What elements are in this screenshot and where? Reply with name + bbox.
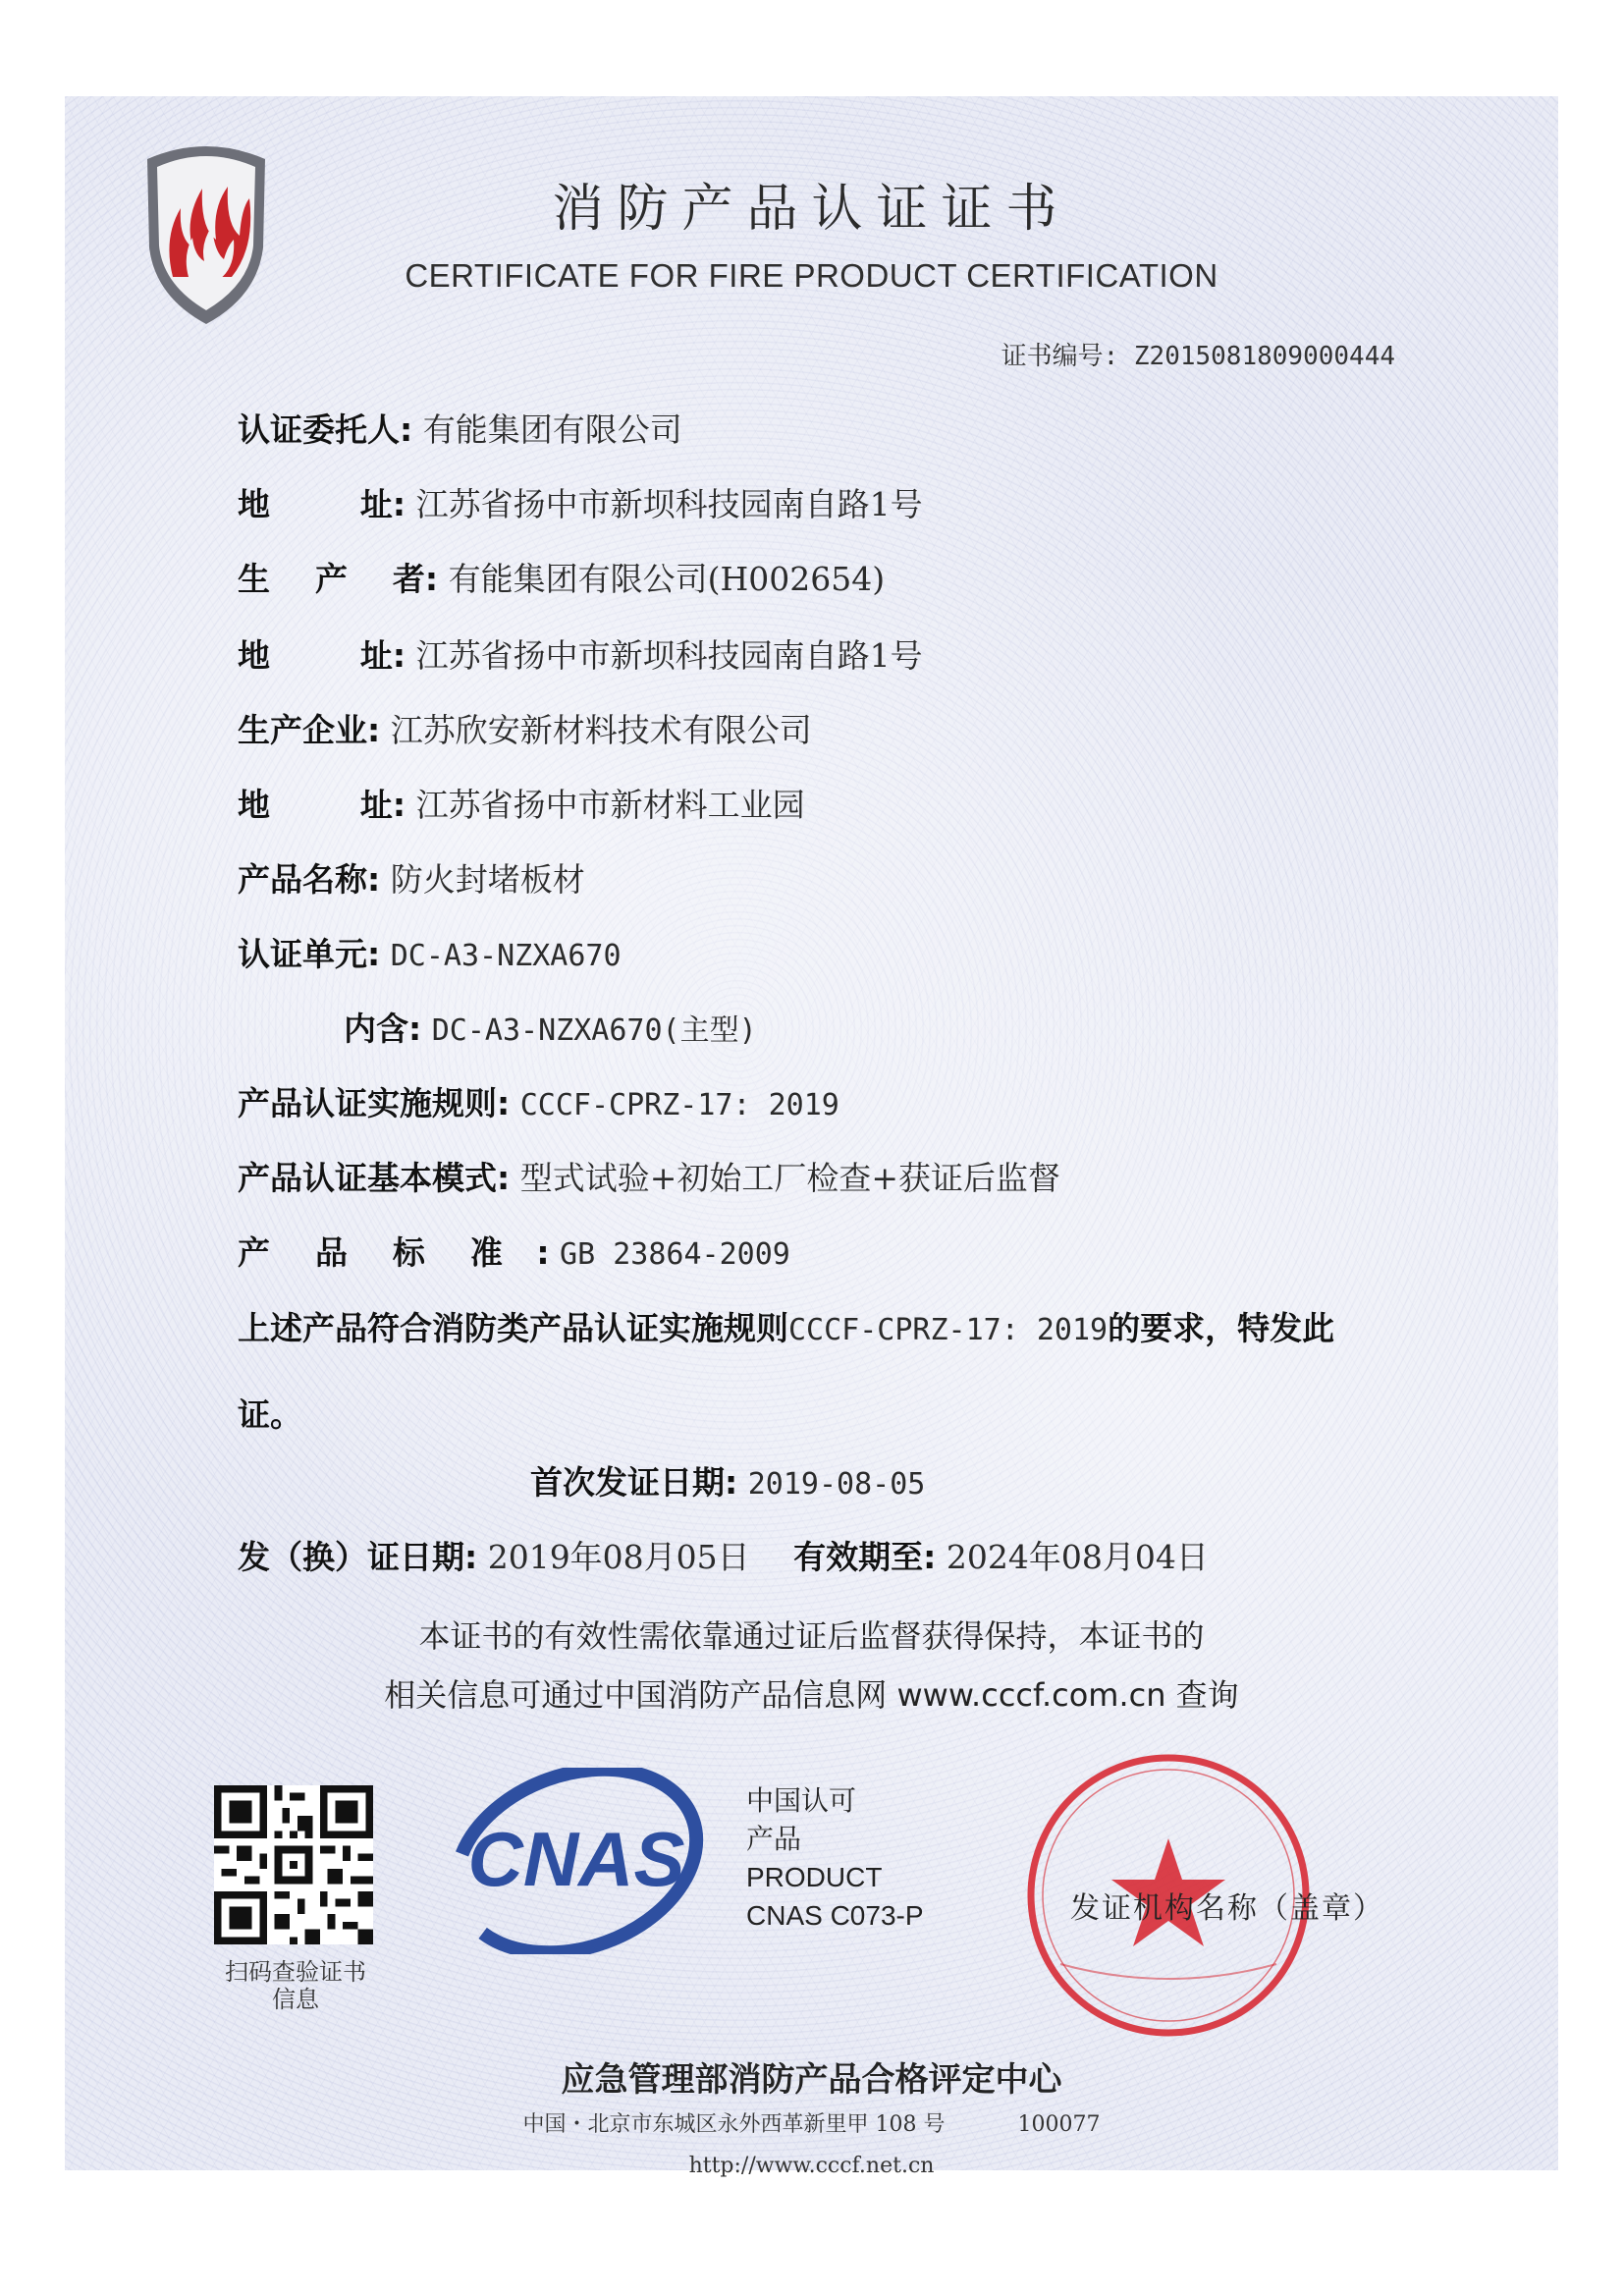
certificate-number-label: 证书编号: <box>1001 342 1119 371</box>
organization-address <box>0 2107 1623 2138</box>
certificate-title-en: CERTIFICATE FOR FIRE PRODUCT CERTIFICATION <box>405 257 1218 294</box>
field-producer <box>238 556 885 603</box>
field-producer-address <box>238 632 923 680</box>
field-label: 生 产 者: <box>238 560 439 598</box>
postcode: 100077 <box>1017 2112 1101 2137</box>
field-rule <box>238 1080 839 1127</box>
field-value: 江苏欣安新材料技术有限公司 <box>390 711 812 749</box>
cnas-logo-text: CNAS <box>467 1816 685 1902</box>
issue-and-valid-dates <box>238 1534 1209 1581</box>
field-value: CCCF-CPRZ-17: 2019 <box>519 1088 839 1122</box>
field-label: 地 址: <box>238 786 406 824</box>
address-text: 中国・北京市东城区永外西革新里甲 108 号 <box>522 2112 946 2137</box>
field-client-address <box>238 481 923 528</box>
seal-caption: 发证机构名称（盖章） <box>1070 1891 1384 1926</box>
field-includes <box>344 1006 757 1053</box>
field-label: 地 址: <box>238 636 406 675</box>
field-value: 江苏省扬中市新坝科技园南自路1号 <box>415 636 923 675</box>
validity-notice-line-1: 本证书的有效性需依靠通过证后监督获得保持，本证书的 <box>418 1617 1205 1655</box>
statement-part-1: 上述产品符合消防类产品认证实施规则 <box>238 1309 788 1347</box>
field-label: 产 品 标 准 : <box>238 1233 550 1272</box>
field-product <box>238 856 585 903</box>
issuing-organization: 应急管理部消防产品合格评定中心 <box>561 2060 1062 2100</box>
field-value: DC-A3-NZXA670 <box>390 939 622 973</box>
issue-date-label: 发（换）证日期: <box>238 1538 478 1576</box>
field-label: 地 址: <box>238 485 406 523</box>
field-value: 江苏省扬中市新坝科技园南自路1号 <box>415 485 923 523</box>
field-value: 江苏省扬中市新材料工业园 <box>415 786 805 824</box>
field-value: DC-A3-NZXA670(主型) <box>431 1013 757 1048</box>
cnas-accreditation-text <box>746 1781 924 1935</box>
field-value: 防火封堵板材 <box>390 860 585 899</box>
field-client <box>238 407 682 454</box>
certificate-number-value: Z2015081809000444 <box>1133 342 1395 371</box>
first-issue-label: 首次发证日期: <box>530 1463 738 1502</box>
field-standard <box>238 1230 790 1277</box>
conformity-statement <box>238 1286 1386 1457</box>
issue-date-value: 2019年08月05日 <box>487 1538 750 1576</box>
field-value: 有能集团有限公司(H002654) <box>448 560 886 598</box>
cnas-line-4: CNAS C073-P <box>746 1900 924 1931</box>
field-factory-address <box>238 782 805 829</box>
certificate-number <box>1001 336 1395 372</box>
cnas-line-1: 中国认可 <box>746 1785 857 1816</box>
field-label: 产品名称: <box>238 860 381 899</box>
cnas-line-3: PRODUCT <box>746 1862 883 1892</box>
organization-website[interactable]: http://www.cccf.net.cn <box>688 2154 935 2178</box>
field-mode <box>238 1155 1060 1202</box>
statement-rule: CCCF-CPRZ-17: 2019 <box>788 1313 1109 1347</box>
first-issue-value: 2019-08-05 <box>747 1467 926 1502</box>
valid-until-value: 2024年08月04日 <box>946 1538 1209 1576</box>
field-unit <box>238 931 622 978</box>
cnas-logo-icon <box>444 1768 709 1954</box>
field-label: 内含: <box>344 1010 422 1048</box>
statement-part-2: 的要求，特发此证。 <box>238 1309 1335 1434</box>
certificate-title-cn: 消防产品认证证书 <box>552 180 1071 239</box>
validity-notice-line-2: 相关信息可通过中国消防产品信息网 www.cccf.com.cn 查询 <box>384 1676 1239 1714</box>
field-value: 有能集团有限公司 <box>422 410 682 449</box>
field-label: 认证单元: <box>238 935 381 973</box>
field-label: 产品认证实施规则: <box>238 1084 511 1122</box>
first-issue-date <box>530 1459 925 1506</box>
field-factory <box>238 707 812 754</box>
valid-until-label: 有效期至: <box>793 1538 937 1576</box>
qr-code-icon[interactable] <box>214 1785 373 1944</box>
field-value: 型式试验+初始工厂检查+获证后监督 <box>519 1159 1061 1197</box>
field-value: GB 23864-2009 <box>560 1237 790 1272</box>
field-label: 生产企业: <box>238 711 381 749</box>
qr-code-caption: 扫码查验证书信息 <box>225 1958 366 2013</box>
field-label: 产品认证基本模式: <box>238 1159 511 1197</box>
cnas-line-2: 产品 <box>746 1824 802 1854</box>
field-label: 认证委托人: <box>238 410 413 449</box>
